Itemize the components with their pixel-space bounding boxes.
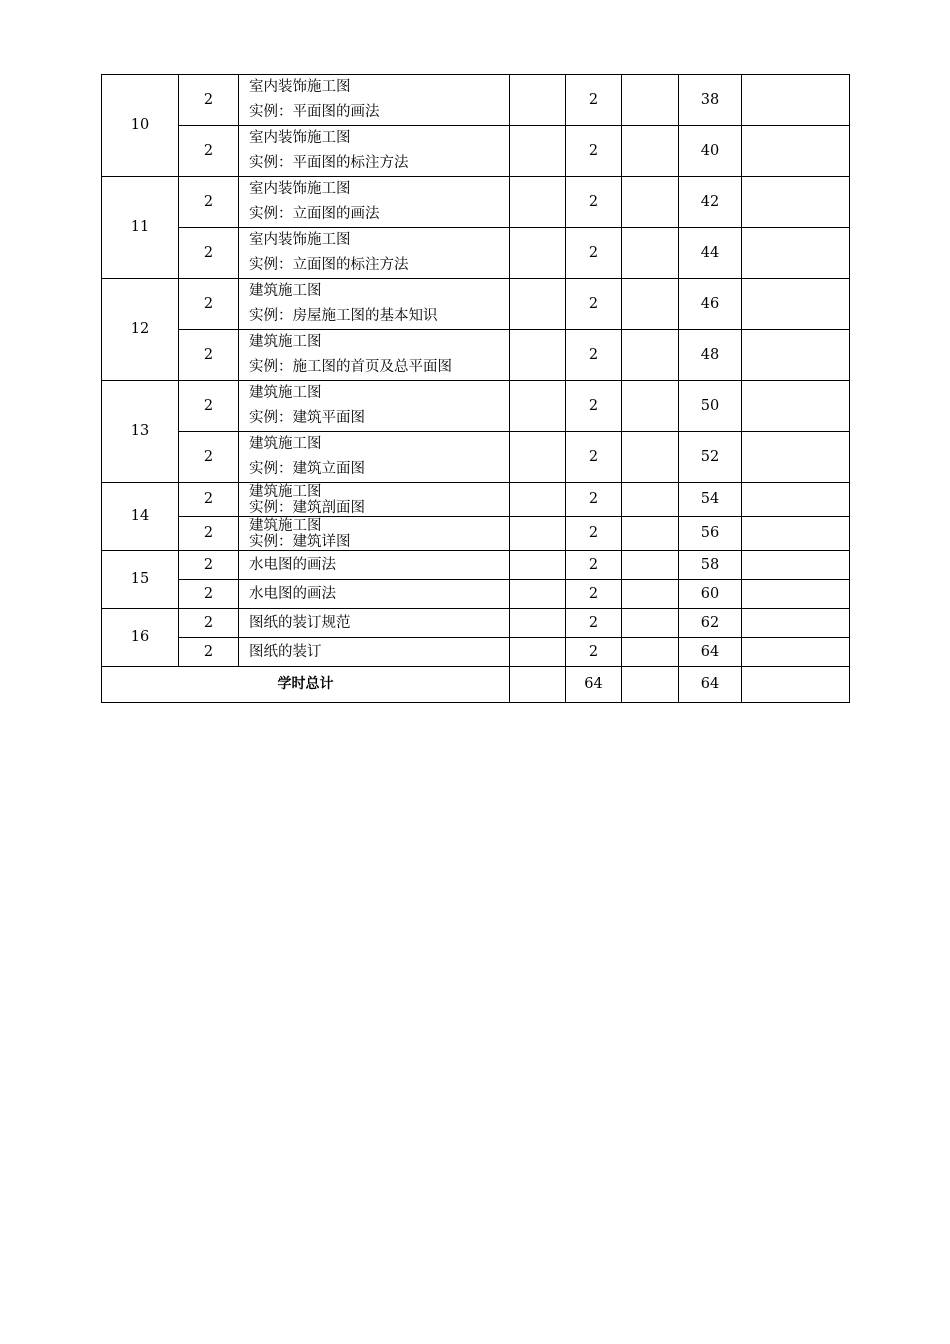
topic-line: 室内装饰施工图 xyxy=(249,181,351,197)
session-hours-cell: 2 xyxy=(179,279,239,330)
topic-line: 建筑施工图 xyxy=(249,436,322,452)
topic-line: 建筑施工图 xyxy=(249,517,322,534)
blank-cell xyxy=(510,667,566,703)
blank-cell xyxy=(510,228,566,279)
lecture-hours-cell: 2 xyxy=(566,517,622,551)
note-cell xyxy=(742,609,850,638)
session-hours-cell: 2 xyxy=(179,330,239,381)
total-cumulative-hours: 64 xyxy=(679,667,742,703)
topic-line: 建筑施工图 xyxy=(249,483,322,500)
session-content-cell xyxy=(239,75,510,126)
blank-cell xyxy=(622,638,679,667)
session-hours-cell: 2 xyxy=(179,177,239,228)
session-content-cell xyxy=(239,330,510,381)
table-row xyxy=(102,638,850,667)
table-row xyxy=(102,279,850,330)
cumulative-hours-cell: 52 xyxy=(679,432,742,483)
note-cell xyxy=(742,638,850,667)
lecture-hours-cell: 2 xyxy=(566,483,622,517)
session-hours-cell: 2 xyxy=(179,580,239,609)
lecture-hours-cell: 2 xyxy=(566,228,622,279)
blank-cell xyxy=(622,551,679,580)
note-cell xyxy=(742,126,850,177)
blank-cell xyxy=(510,381,566,432)
topic-line: 建筑施工图 xyxy=(249,385,322,401)
example-line: 实例：立面图的标注方法 xyxy=(249,257,409,273)
cumulative-hours-cell: 48 xyxy=(679,330,742,381)
blank-cell xyxy=(622,126,679,177)
session-hours-cell: 2 xyxy=(179,381,239,432)
note-cell xyxy=(742,228,850,279)
note-cell xyxy=(742,517,850,551)
week-number-cell: 12 xyxy=(102,279,179,381)
week-number-cell: 15 xyxy=(102,551,179,609)
lecture-hours-cell: 2 xyxy=(566,75,622,126)
topic-line: 图纸的装订 xyxy=(249,643,322,660)
cumulative-hours-cell: 64 xyxy=(679,638,742,667)
blank-cell xyxy=(622,381,679,432)
blank-cell xyxy=(510,580,566,609)
cumulative-hours-cell: 56 xyxy=(679,517,742,551)
total-lecture-hours: 64 xyxy=(566,667,622,703)
cumulative-hours-cell: 54 xyxy=(679,483,742,517)
note-cell xyxy=(742,667,850,703)
example-line: 实例：房屋施工图的基本知识 xyxy=(249,308,438,324)
example-line: 实例：建筑平面图 xyxy=(249,410,365,426)
topic-line: 水电图的画法 xyxy=(249,556,336,573)
blank-cell xyxy=(622,177,679,228)
blank-cell xyxy=(622,279,679,330)
table-row xyxy=(102,609,850,638)
total-row xyxy=(102,667,850,703)
session-content-cell xyxy=(239,517,510,551)
lecture-hours-cell: 2 xyxy=(566,381,622,432)
week-number-cell: 16 xyxy=(102,609,179,667)
lecture-hours-cell: 2 xyxy=(566,126,622,177)
session-hours-cell: 2 xyxy=(179,75,239,126)
note-cell xyxy=(742,381,850,432)
note-cell xyxy=(742,330,850,381)
blank-cell xyxy=(510,75,566,126)
session-content-cell xyxy=(239,638,510,667)
lecture-hours-cell: 2 xyxy=(566,609,622,638)
topic-line: 室内装饰施工图 xyxy=(249,232,351,248)
cumulative-hours-cell: 38 xyxy=(679,75,742,126)
cumulative-hours-cell: 46 xyxy=(679,279,742,330)
topic-line: 水电图的画法 xyxy=(249,585,336,602)
blank-cell xyxy=(622,517,679,551)
session-hours-cell: 2 xyxy=(179,551,239,580)
session-hours-cell: 2 xyxy=(179,483,239,517)
blank-cell xyxy=(622,330,679,381)
example-line: 实例：建筑立面图 xyxy=(249,461,365,477)
week-number-cell: 13 xyxy=(102,381,179,483)
example-line: 实例：建筑详图 xyxy=(249,533,351,550)
table-row xyxy=(102,483,850,517)
session-content-cell xyxy=(239,483,510,517)
lecture-hours-cell: 2 xyxy=(566,279,622,330)
session-content-cell xyxy=(239,580,510,609)
blank-cell xyxy=(622,667,679,703)
session-content-cell xyxy=(239,381,510,432)
session-hours-cell: 2 xyxy=(179,638,239,667)
blank-cell xyxy=(622,432,679,483)
blank-cell xyxy=(510,432,566,483)
blank-cell xyxy=(622,483,679,517)
topic-line: 室内装饰施工图 xyxy=(249,130,351,146)
example-line: 实例：施工图的首页及总平面图 xyxy=(249,359,452,375)
week-number-cell: 10 xyxy=(102,75,179,177)
cumulative-hours-cell: 40 xyxy=(679,126,742,177)
blank-cell xyxy=(622,580,679,609)
lecture-hours-cell: 2 xyxy=(566,432,622,483)
cumulative-hours-cell: 58 xyxy=(679,551,742,580)
session-content-cell xyxy=(239,177,510,228)
table-row xyxy=(102,330,850,381)
blank-cell xyxy=(510,126,566,177)
lecture-hours-cell: 2 xyxy=(566,638,622,667)
example-line: 实例：平面图的画法 xyxy=(249,104,380,120)
week-number-cell: 14 xyxy=(102,483,179,551)
lecture-hours-cell: 2 xyxy=(566,551,622,580)
table-row xyxy=(102,432,850,483)
example-line: 实例：立面图的画法 xyxy=(249,206,380,222)
table-row xyxy=(102,177,850,228)
blank-cell xyxy=(622,75,679,126)
note-cell xyxy=(742,551,850,580)
note-cell xyxy=(742,432,850,483)
blank-cell xyxy=(510,279,566,330)
blank-cell xyxy=(510,517,566,551)
blank-cell xyxy=(622,228,679,279)
session-content-cell xyxy=(239,551,510,580)
session-hours-cell: 2 xyxy=(179,517,239,551)
topic-line: 室内装饰施工图 xyxy=(249,79,351,95)
table-row xyxy=(102,551,850,580)
note-cell xyxy=(742,580,850,609)
blank-cell xyxy=(622,609,679,638)
session-content-cell xyxy=(239,126,510,177)
cumulative-hours-cell: 42 xyxy=(679,177,742,228)
table-row xyxy=(102,126,850,177)
table-row xyxy=(102,381,850,432)
lecture-hours-cell: 2 xyxy=(566,580,622,609)
session-hours-cell: 2 xyxy=(179,609,239,638)
note-cell xyxy=(742,75,850,126)
note-cell xyxy=(742,177,850,228)
schedule-body xyxy=(102,75,850,703)
cumulative-hours-cell: 44 xyxy=(679,228,742,279)
session-content-cell xyxy=(239,609,510,638)
session-hours-cell: 2 xyxy=(179,126,239,177)
table-row xyxy=(102,580,850,609)
table-row xyxy=(102,228,850,279)
blank-cell xyxy=(510,638,566,667)
topic-line: 建筑施工图 xyxy=(249,283,322,299)
note-cell xyxy=(742,483,850,517)
session-content-cell xyxy=(239,432,510,483)
example-line: 实例：平面图的标注方法 xyxy=(249,155,409,171)
lecture-hours-cell: 2 xyxy=(566,330,622,381)
schedule-table xyxy=(101,74,850,703)
table-row xyxy=(102,75,850,126)
lecture-hours-cell: 2 xyxy=(566,177,622,228)
blank-cell xyxy=(510,609,566,638)
topic-line: 图纸的装订规范 xyxy=(249,614,351,631)
blank-cell xyxy=(510,177,566,228)
session-hours-cell: 2 xyxy=(179,228,239,279)
session-content-cell xyxy=(239,228,510,279)
cumulative-hours-cell: 50 xyxy=(679,381,742,432)
note-cell xyxy=(742,279,850,330)
blank-cell xyxy=(510,551,566,580)
cumulative-hours-cell: 62 xyxy=(679,609,742,638)
week-number-cell: 11 xyxy=(102,177,179,279)
table-row xyxy=(102,517,850,551)
blank-cell xyxy=(510,330,566,381)
session-hours-cell: 2 xyxy=(179,432,239,483)
session-content-cell xyxy=(239,279,510,330)
example-line: 实例：建筑剖面图 xyxy=(249,499,365,516)
cumulative-hours-cell: 60 xyxy=(679,580,742,609)
topic-line: 建筑施工图 xyxy=(249,334,322,350)
blank-cell xyxy=(510,483,566,517)
total-label: 学时总计 xyxy=(102,667,510,703)
